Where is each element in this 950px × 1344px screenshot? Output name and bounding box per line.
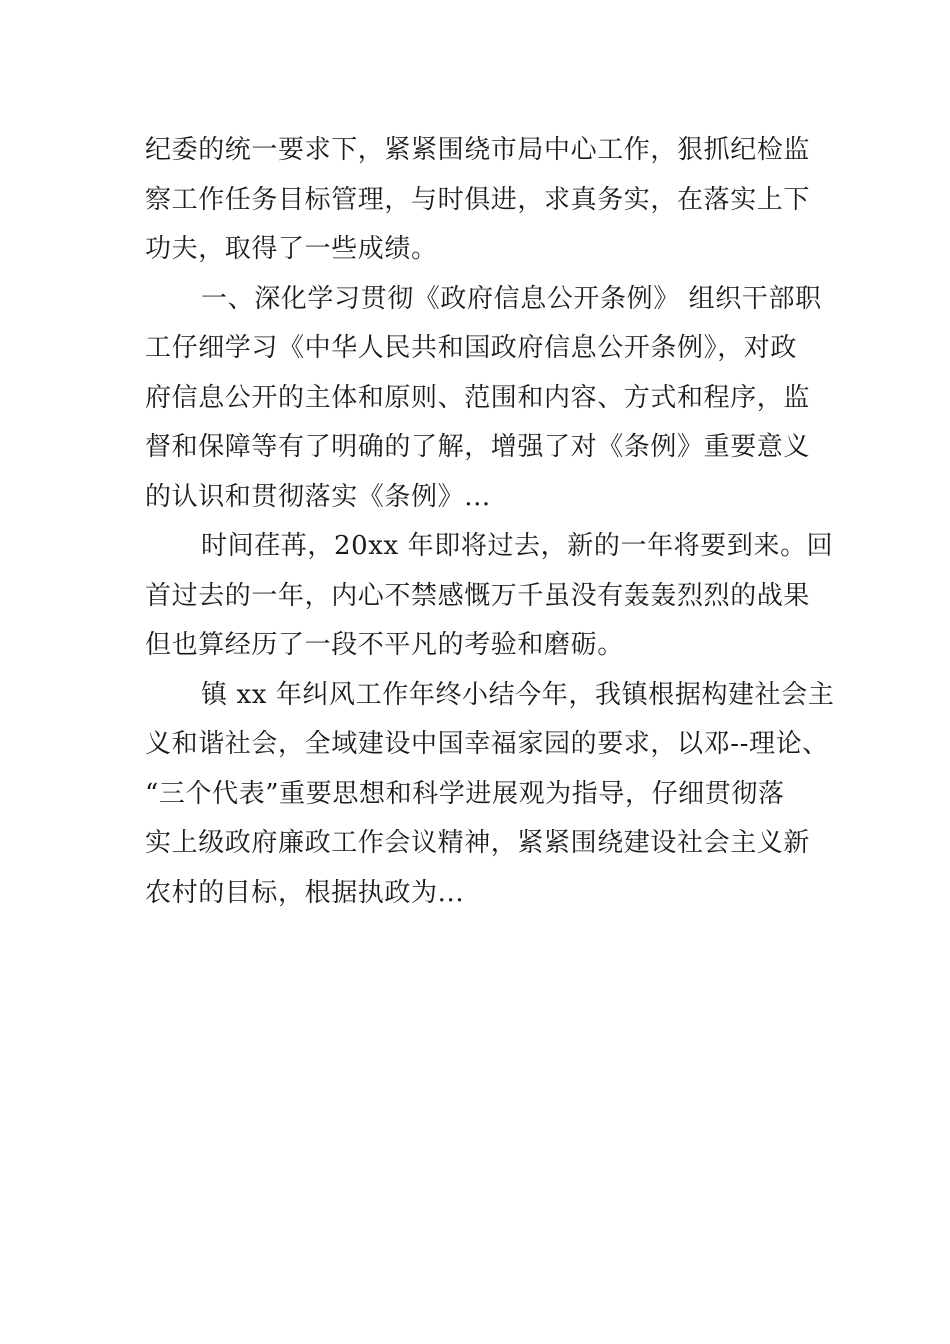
paragraph-line: 察工作任务目标管理，与时俱进，求真务实，在落实上下	[145, 184, 811, 215]
paragraph-line: 镇 xx 年纠风工作年终小结今年，我镇根据构建社会主	[201, 679, 835, 710]
paragraph-3	[145, 522, 834, 671]
paragraph-1	[145, 126, 825, 275]
paragraph-line: 但也算经历了一段不平凡的考验和磨砺。	[145, 630, 624, 660]
paragraph-line: 督和保障等有了明确的了解，增强了对《条例》重要意义	[145, 432, 811, 462]
paragraph-line: 时间荏苒，20xx 年即将过去，新的一年将要到来。回	[201, 531, 834, 561]
paragraph-line: 义和谐社会，全域建设中国幸福家园的要求，以邓--理论、	[145, 729, 829, 759]
paragraph-line: 功夫，取得了一些成绩。	[145, 234, 438, 264]
paragraph-line: 实上级政府廉政工作会议精神，紧紧围绕建设社会主义新	[145, 828, 811, 858]
paragraph-line: “三个代表”重要思想和科学进展观为指导，仔细贯彻落	[145, 778, 785, 809]
paragraph-line: 的认识和贯彻落实《条例》...	[145, 481, 491, 512]
paragraph-2	[145, 275, 825, 523]
paragraph-line: 农村的目标，根据执政为...	[145, 877, 465, 908]
paragraph-line: 首过去的一年，内心不禁感慨万千虽没有轰轰烈烈的战果	[145, 580, 811, 611]
paragraph-4	[145, 671, 835, 919]
paragraph-line: 纪委的统一要求下，紧紧围绕市局中心工作，狠抓纪检监	[145, 135, 811, 165]
paragraph-line: 工仔细学习《中华人民共和国政府信息公开条例》，对政	[145, 333, 798, 363]
paragraph-line: 一、深化学习贯彻《政府信息公开条例》 组织干部职	[201, 283, 822, 314]
document-body	[145, 126, 835, 918]
paragraph-line: 府信息公开的主体和原则、范围和内容、方式和程序，监	[145, 382, 811, 413]
